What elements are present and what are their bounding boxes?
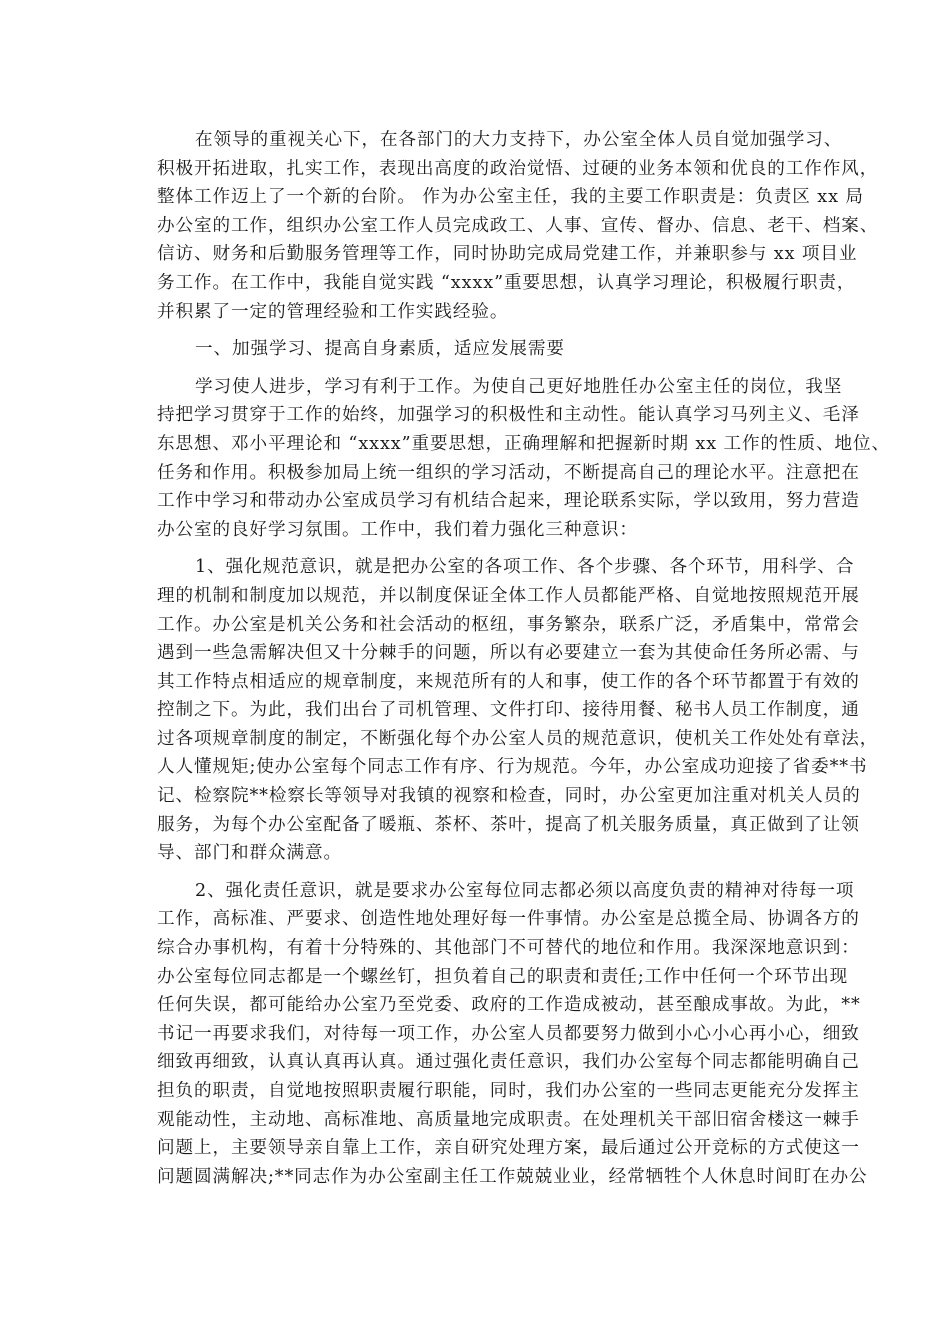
document-body xyxy=(157,126,890,1191)
text-line: 观能动性，主动地、高标准地、高质量地完成职责。在处理机关干部旧宿舍楼这一棘手 xyxy=(157,1109,860,1130)
paragraph-responsibility xyxy=(157,877,868,1192)
text-line: 工作中学习和带动办公室成员学习有机结合起来，理论联系实际，学以致用，努力营造 xyxy=(157,491,860,512)
text-line: 导、部门和群众满意。 xyxy=(157,843,342,864)
text-line: 办公室的良好学习氛围。工作中，我们着力强化三种意识： xyxy=(157,519,638,540)
text-line: 工作。办公室是机关公务和社会活动的枢纽，事务繁杂，联系广泛，矛盾集中，常常会 xyxy=(157,614,860,635)
text-line: 1、强化规范意识，就是把办公室的各项工作、各个步骤、各个环节，用科学、合 xyxy=(195,557,855,578)
text-line: 持把学习贯穿于工作的始终，加强学习的积极性和主动性。能认真学习马列主义、毛泽 xyxy=(157,405,860,426)
text-line: 遇到一些急需解决但又十分棘手的问题，所以有必要建立一套为其使命任务所必需、与 xyxy=(157,643,860,664)
text-line: 学习使人进步，学习有利于工作。为使自己更好地胜任办公室主任的岗位，我坚 xyxy=(195,376,843,397)
text-line: 办公室每位同志都是一个螺丝钉，担负着自己的职责和责任;工作中任何一个环节出现 xyxy=(157,966,849,987)
text-line: 务工作。在工作中，我能自觉实践 “xxxx”重要思想，认真学习理论，积极履行职责， xyxy=(157,272,856,293)
paragraph-study xyxy=(157,373,890,545)
text-line: 人人懂规矩;使办公室每个同志工作有序、行为规范。今年，办公室成功迎接了省委**书 xyxy=(157,757,868,778)
text-line: 整体工作迈上了一个新的台阶。 作为办公室主任，我的主要工作职责是：负责区 xx 局 xyxy=(157,187,864,208)
text-line: 理的机制和制度加以规范，并以制度保证全体工作人员都能严格、自觉地按照规范开展 xyxy=(157,585,860,606)
text-line: 问题上，主要领导亲自靠上工作，亲自研究处理方案，最后通过公开竞标的方式使这一 xyxy=(157,1138,860,1159)
text-line: 细致再细致，认真认真再认真。通过强化责任意识，我们办公室每个同志都能明确自己 xyxy=(157,1052,860,1073)
text-line: 综合办事机构，有着十分特殊的、其他部门不可替代的地位和作用。我深深地意识到： xyxy=(157,938,860,959)
text-line: 并积累了一定的管理经验和工作实践经验。 xyxy=(157,301,509,322)
section-heading xyxy=(157,335,805,364)
text-line: 在领导的重视关心下，在各部门的大力支持下，办公室全体人员自觉加强学习、 xyxy=(195,130,843,150)
text-line: 任务和作用。积极参加局上统一组织的学习活动，不断提高自己的理论水平。注意把在 xyxy=(157,462,860,483)
text-line: 信访、财务和后勤服务管理等工作，同时协助完成局党建工作，并兼职参与 xx 项目业 xyxy=(157,244,858,265)
paragraph-spacing xyxy=(157,364,805,373)
paragraph-spacing xyxy=(157,544,805,553)
text-line: 积极开拓进取，扎实工作，表现出高度的政治觉悟、过硬的业务本领和优良的工作作风， xyxy=(157,158,879,179)
text-line: 服务，为每个办公室配备了暖瓶、茶杯、茶叶，提高了机关服务质量，真正做到了让领 xyxy=(157,814,860,835)
text-line: 任何失误，都可能给办公室乃至党委、政府的工作造成被动，甚至酿成事故。为此，** xyxy=(157,995,861,1016)
text-line: 办公室的工作，组织办公室工作人员完成政工、人事、宣传、督办、信息、老干、档案、 xyxy=(157,215,879,236)
text-line: 工作，高标准、严要求、创造性地处理好每一件事情。办公室是总揽全局、协调各方的 xyxy=(157,909,860,930)
paragraph-norms xyxy=(157,553,879,868)
text-line: 过各项规章制度的制定，不断强化每个办公室人员的规范意识，使机关工作处处有章法， xyxy=(157,728,879,749)
text-line: 东思想、邓小平理论和 “xxxx”重要思想，正确理解和把握新时期 xx 工作的性质、地位、 xyxy=(157,433,890,454)
text-line: 控制之下。为此，我们出台了司机管理、文件打印、接待用餐、秘书人员工作制度，通 xyxy=(157,700,860,721)
paragraph-intro xyxy=(157,126,879,326)
heading-line: 一、加强学习、提高自身素质，适应发展需要 xyxy=(195,339,565,360)
paragraph-spacing xyxy=(157,868,805,877)
text-line: 记、检察院**检察长等领导对我镇的视察和检查，同时，办公室更加注重对机关人员的 xyxy=(157,786,861,807)
text-line: 书记一再要求我们，对待每一项工作，办公室人员都要努力做到小心小心再小心，细致 xyxy=(157,1023,860,1044)
text-line: 问题圆满解决;**同志作为办公室副主任工作兢兢业业，经常牺牲个人休息时间盯在办公 xyxy=(157,1166,868,1187)
paragraph-spacing xyxy=(157,326,805,335)
text-line: 2、强化责任意识，就是要求办公室每位同志都必须以高度负责的精神对待每一项 xyxy=(195,880,855,901)
text-line: 其工作特点相适应的规章制度，来规范所有的人和事，使工作的各个环节都置于有效的 xyxy=(157,671,860,692)
text-line: 担负的职责，自觉地按照职责履行职能，同时，我们办公室的一些同志更能充分发挥主 xyxy=(157,1081,860,1101)
